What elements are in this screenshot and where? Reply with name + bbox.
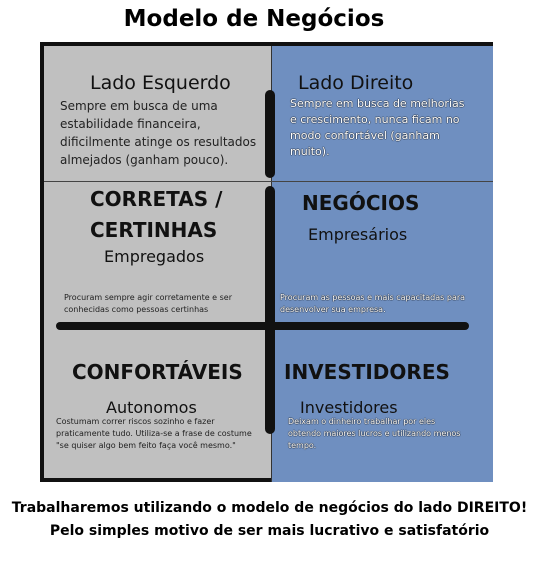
negocios-heading: NEGÓCIOS: [302, 191, 420, 215]
investidores-subtitle: Investidores: [300, 398, 398, 417]
negocios-description: Procuram as pessoas e mais capacitadas para desenvolver sua empresa.: [280, 293, 466, 314]
corretas-heading-line1: CORRETAS /: [90, 187, 223, 211]
footer-line-1: Trabalharemos utilizando o modelo de negócios do lado DIREITO!: [11, 500, 528, 516]
corretas-subtitle: Empregados: [104, 247, 205, 266]
right-side-description: Sempre em busca de melhorias e crescimento, nunca ficam no modo confortável (ganham muito).: [290, 97, 465, 158]
corretas-heading-line2: CERTINHAS: [90, 218, 218, 242]
cross-vertical-top: [265, 90, 275, 178]
page-title: Modelo de Negócios: [123, 6, 385, 32]
confortaveis-subtitle: Autonomos: [106, 398, 197, 417]
investidores-heading: INVESTIDORES: [284, 360, 450, 384]
left-side-heading: Lado Esquerdo: [90, 72, 231, 94]
business-model-board: [40, 42, 493, 482]
cross-vertical-bottom: [265, 186, 275, 434]
confortaveis-description: Costumam correr riscos sozinho e fazer praticamente tudo. Utiliza-se a frase de costume "se quiser algo bem feito faça você mesmo.": [56, 417, 252, 450]
horizontal-divider-thin: [44, 181, 493, 182]
footer-line-2: Pelo simples motivo de ser mais lucrativo e satisfatório: [49, 523, 490, 539]
investidores-description: Deixam o dinheiro trabalhar por eles obtendo maiores lucros e utilizando menos tempo.: [288, 417, 461, 450]
cross-horizontal: [56, 322, 469, 330]
right-side-heading: Lado Direito: [298, 72, 414, 94]
left-side-description: Sempre em busca de uma estabilidade financeira, dificilmente atinge os resultados almejados (ganham pouco).: [60, 99, 257, 167]
corretas-description: Procuram sempre agir corretamente e ser conhecidas como pessoas certinhas: [64, 293, 233, 314]
negocios-subtitle: Empresários: [308, 225, 408, 244]
confortaveis-heading: CONFORTÁVEIS: [72, 360, 243, 384]
